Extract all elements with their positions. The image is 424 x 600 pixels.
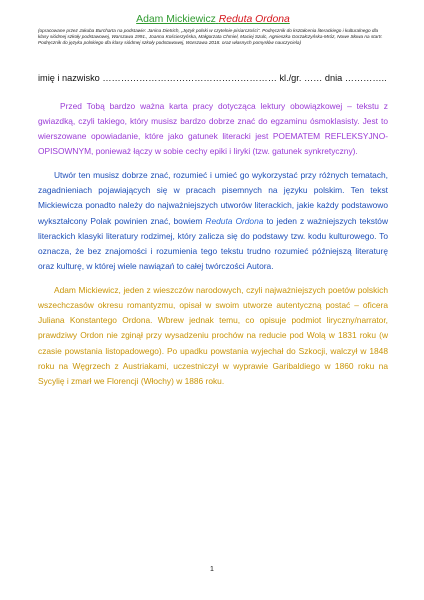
importance-paragraph (38, 168, 388, 274)
page-number: 1 (210, 566, 214, 573)
importance-text-end: to jeden z ważniejszych tekstów literackich klasyki literatury rodzimej, który zalicza się do podstawy tzw. kodu kulturowego. To oznacza, że bez znajomości i rozumienia tego tekstu trudno rozumieć późniejszą literaturę oraz kulturę, w której wiele nawiązań to całej twórczości Autora. (38, 215, 388, 272)
title-work: Reduta Ordona (218, 14, 290, 25)
title-author: Adam Mickiewicz (136, 14, 216, 25)
work-title-inline: Reduta Ordona (205, 215, 264, 226)
importance-text-start: Utwór ten musisz dobrze znać, rozumieć i umieć go wykorzystać przy różnych tematach, zagadnieniach pojawiających się w pracach pisemnych na języku polskim. Ten tekst Mickiewicza ponadto należy do najważniejszych utworów literackich, jakie każdy podstawowo wykształcony Polak powinien znać, bowiem (38, 169, 388, 226)
intro-paragraph: Przed Tobą bardzo ważna karta pracy dotycząca lektury obowiązkowej – tekstu z gwiazdką, czyli takiego, który musisz bardzo dobrze znać do egzaminu ósmoklasisty. Jest to wierszowane opowiadanie, które jako gatunek literacki jest POEMATEM REFLEKSYJNO-OPISOWNYM, ponieważ łączy w sobie cechy epiki i liryki (tzw. gatunek synkretyczny). (38, 100, 388, 157)
history-paragraph: Adam Mickiewicz, jeden z wieszczów narodowych, czyli najważniejszych poetów polskich wszechczasów okresu romantyzmu, opisał w swoim utworze autentyczną postać – oficera Juliana Konstantego Ordona. Wbrew jednak temu, co opisuje podmiot liryczny/narrator, prawdziwy Ordon nie zginął przy wysadzeniu prochów na reducie pod Wolą w 1831 roku (w czasie powstania listopadowego). Po upadku powstania wyjechał do Szkocji, walczył w 1848 roku na Węgrzech z Austriakami, uczestniczył w wyprawie Garibaldiego w 1860 roku na Sycylię i zmarł we Florencji (Włochy) w 1886 roku. (38, 284, 388, 386)
source-note: (opracowane przez Jakuba Burcharta na podstawie: Janina Dietrich, „Język polski w czytelnie-pisiarczości". Podręcznik do kształcenia literackiego i kulturalnego dla klasy siódmej szkoły podstawowej, Warszawa 1991., Joanna Kościerzyńska, Małgorzata Chmiel, Maciej Szulc, Agnieszka Gorzałczyńska-Mróz, Nowe Słowa na start!. Podręcznik do języka polskiego dla klasy siódmej szkoły podstawowej, Warszawa 2018. oraz własnych pomysłów nauczyciela) (38, 28, 383, 45)
document-title (38, 14, 388, 25)
student-info-line: imię i nazwisko ………………………………………………… kl./gr. …… dnia ………….. (38, 72, 387, 83)
document-page (38, 14, 388, 398)
